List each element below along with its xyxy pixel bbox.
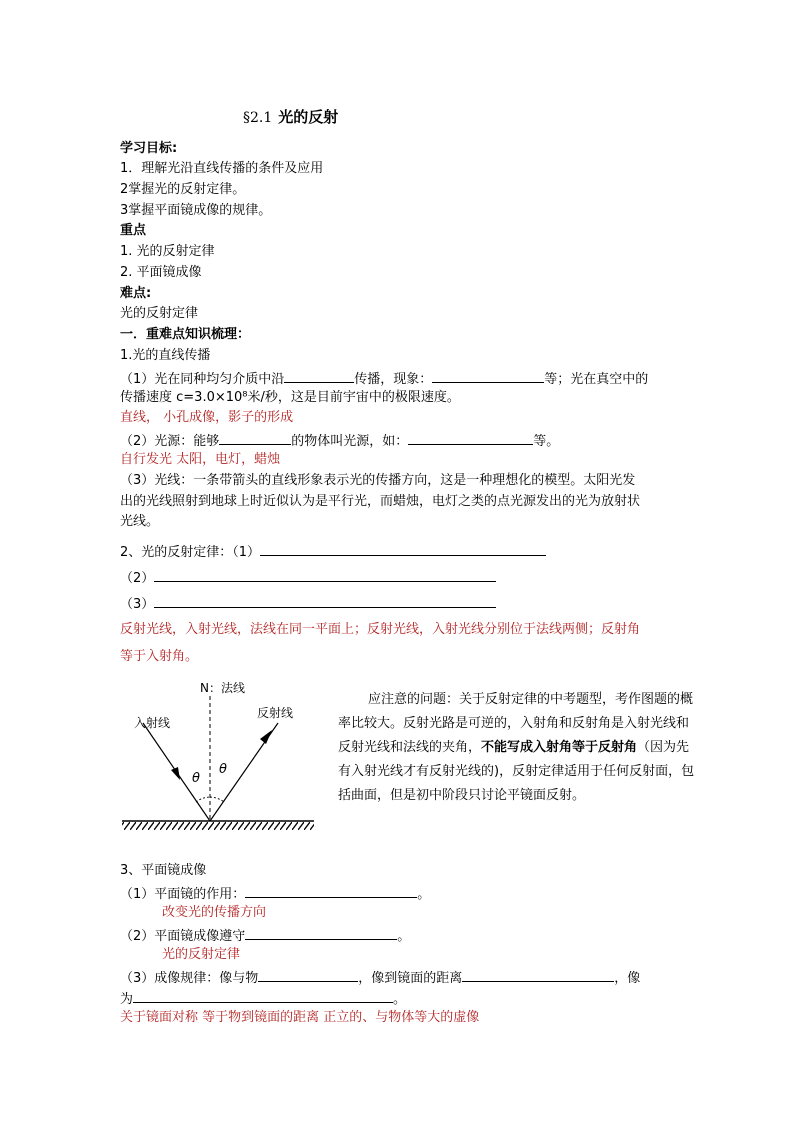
reflection-law-answer-1: 反射光线，入射光线，法线在同一平面上；反射光线，入射光线分别位于法线两侧；反射角 bbox=[120, 622, 641, 637]
note-line-4: 有入射光线才有反射光线的)，反射定律适用于任何反射面，包 bbox=[338, 764, 695, 779]
q2-blank-2[interactable] bbox=[408, 430, 533, 445]
q1-answer: 直线， 小孔成像，影子的形成 bbox=[120, 410, 294, 425]
q1-blank-2[interactable] bbox=[432, 368, 544, 383]
reflection-law-blank-1[interactable] bbox=[260, 541, 546, 556]
q3-line2: 出的光线照射到地球上时近似认为是平行光，而蜡烛，电灯之类的点光源发出的光为放射状 bbox=[120, 494, 641, 509]
reflection-law-q2 bbox=[120, 567, 496, 588]
reflection-law-item3: （3） bbox=[120, 597, 155, 612]
q2-text-b: 的物体叫光源，如： bbox=[291, 434, 409, 449]
mirror-answer-2: 光的反射定律 bbox=[162, 947, 241, 962]
mirror-q3-blank-1[interactable] bbox=[258, 967, 358, 982]
q1-blank-1[interactable] bbox=[284, 368, 354, 383]
reflected-label: 反射线 bbox=[257, 706, 294, 720]
q2-text-a: （2）光源：能够 bbox=[120, 434, 220, 449]
reflection-law-item2: （2） bbox=[120, 571, 155, 586]
mirror-q3-blank-3[interactable] bbox=[133, 988, 393, 1003]
section-number: §2.1 bbox=[243, 110, 273, 126]
mirror-heading: 3、平面镜成像 bbox=[120, 863, 207, 878]
mirror-hatching bbox=[122, 822, 314, 830]
objective-item: 3掌握平面镜成像的规律。 bbox=[120, 203, 272, 218]
note-line-3c: （因为先 bbox=[637, 740, 690, 755]
q2-text-c: 等。 bbox=[533, 434, 560, 449]
section1-heading: 一．重难点知识梳理： bbox=[120, 327, 251, 342]
incident-arrow bbox=[171, 767, 180, 780]
mirror-q3-mid: ，像到镜面的距离 bbox=[358, 971, 463, 986]
note-line-1: 应注意的问题：关于反射定律的中考题型，考作图题的概 bbox=[368, 692, 694, 707]
q1-text-c: 等；光在真空中的 bbox=[544, 372, 649, 387]
mirror-q3-text: （3）成像规律：像与物 bbox=[120, 971, 259, 986]
note-line-5: 括曲面，但是初中阶段只讨论平镜面反射。 bbox=[338, 788, 586, 803]
angle-arc-right bbox=[210, 797, 224, 802]
reflection-law-answer-2: 等于入射角。 bbox=[120, 649, 199, 664]
q2-blank-1[interactable] bbox=[219, 430, 291, 445]
objective-item: 2掌握光的反射定律。 bbox=[120, 182, 246, 197]
objective-item: 1．理解光沿直线传播的条件及应用 bbox=[120, 161, 324, 176]
key-point-item: 1. 光的反射定律 bbox=[120, 244, 215, 259]
difficulty-heading: 难点: bbox=[120, 286, 152, 301]
q1-text-b: 传播，现象： bbox=[354, 372, 433, 387]
difficulty-item: 光的反射定律 bbox=[120, 306, 199, 321]
key-point-item: 2. 平面镜成像 bbox=[120, 265, 202, 280]
mirror-q1-blank[interactable] bbox=[245, 883, 417, 898]
mirror-q3 bbox=[120, 967, 640, 988]
q3-line1: （3）光线：一条带箭头的直线形象表示光的传播方向，这是一种理想化的模型。太阳光发 bbox=[120, 473, 636, 488]
reflection-law-q3 bbox=[120, 593, 496, 614]
reflection-law-heading: 2、光的反射定律：（1） bbox=[120, 545, 261, 560]
objectives-heading: 学习目标: bbox=[120, 141, 178, 156]
note-line-3 bbox=[338, 736, 720, 760]
q3-line3: 光线。 bbox=[120, 514, 160, 529]
note-line-3a: 反射光线和法线的夹角， bbox=[338, 740, 482, 755]
reflection-diagram bbox=[118, 678, 323, 838]
angle-arc-left bbox=[196, 797, 210, 802]
mirror-q3-blank-2[interactable] bbox=[462, 967, 614, 982]
angle-label-left: θ bbox=[192, 771, 200, 786]
incident-label: 入射线 bbox=[134, 716, 171, 730]
mirror-q2 bbox=[120, 925, 410, 946]
reflection-law-blank-2[interactable] bbox=[154, 567, 496, 582]
mirror-q3-end: 。 bbox=[393, 992, 407, 1007]
reflection-law-q1 bbox=[120, 541, 546, 562]
mirror-q3-wei: 为 bbox=[120, 992, 134, 1007]
note-paragraph bbox=[338, 688, 720, 808]
note-emphasis: 不能写成入射角等于反射角 bbox=[481, 740, 638, 755]
q2-line bbox=[120, 430, 559, 451]
key-points-heading: 重点 bbox=[120, 223, 147, 238]
q1-line1 bbox=[120, 368, 648, 389]
mirror-answer-3: 关于镜面对称 等于物到镜面的距离 正立的、与物体等大的虚像 bbox=[120, 1010, 480, 1025]
mirror-answer-1: 改变光的传播方向 bbox=[162, 905, 267, 920]
mirror-q1-text: （1）平面镜的作用： bbox=[120, 887, 246, 902]
mirror-q3-tail: ，像 bbox=[614, 971, 641, 986]
mirror-q1 bbox=[120, 883, 430, 904]
angle-label-right: θ bbox=[219, 762, 227, 777]
q2-answer: 自行发光 太阳，电灯，蜡烛 bbox=[120, 452, 281, 467]
title-text: 光的反射 bbox=[278, 108, 339, 126]
page-title bbox=[243, 108, 338, 127]
q1-text-a: （1）光在同种均匀介质中沿 bbox=[120, 372, 285, 387]
mirror-q3-cont bbox=[120, 988, 406, 1009]
mirror-q2-text: （2）平面镜成像遵守 bbox=[120, 929, 246, 944]
section1-sub: 1.光的直线传播 bbox=[120, 348, 211, 363]
reflection-law-blank-3[interactable] bbox=[154, 593, 496, 608]
mirror-q1-end: 。 bbox=[417, 887, 431, 902]
reflected-arrow bbox=[260, 730, 272, 744]
mirror-q2-blank[interactable] bbox=[245, 925, 397, 940]
mirror-q2-end: 。 bbox=[397, 929, 411, 944]
note-line-2: 率比较大。反射光路是可逆的，入射角和反射角是入射光线和 bbox=[338, 716, 690, 731]
normal-label: N：法线 bbox=[200, 681, 245, 695]
q1-line2: 传播速度 c=3.0×10⁸米/秒，这是目前宇宙中的极限速度。 bbox=[120, 390, 460, 405]
